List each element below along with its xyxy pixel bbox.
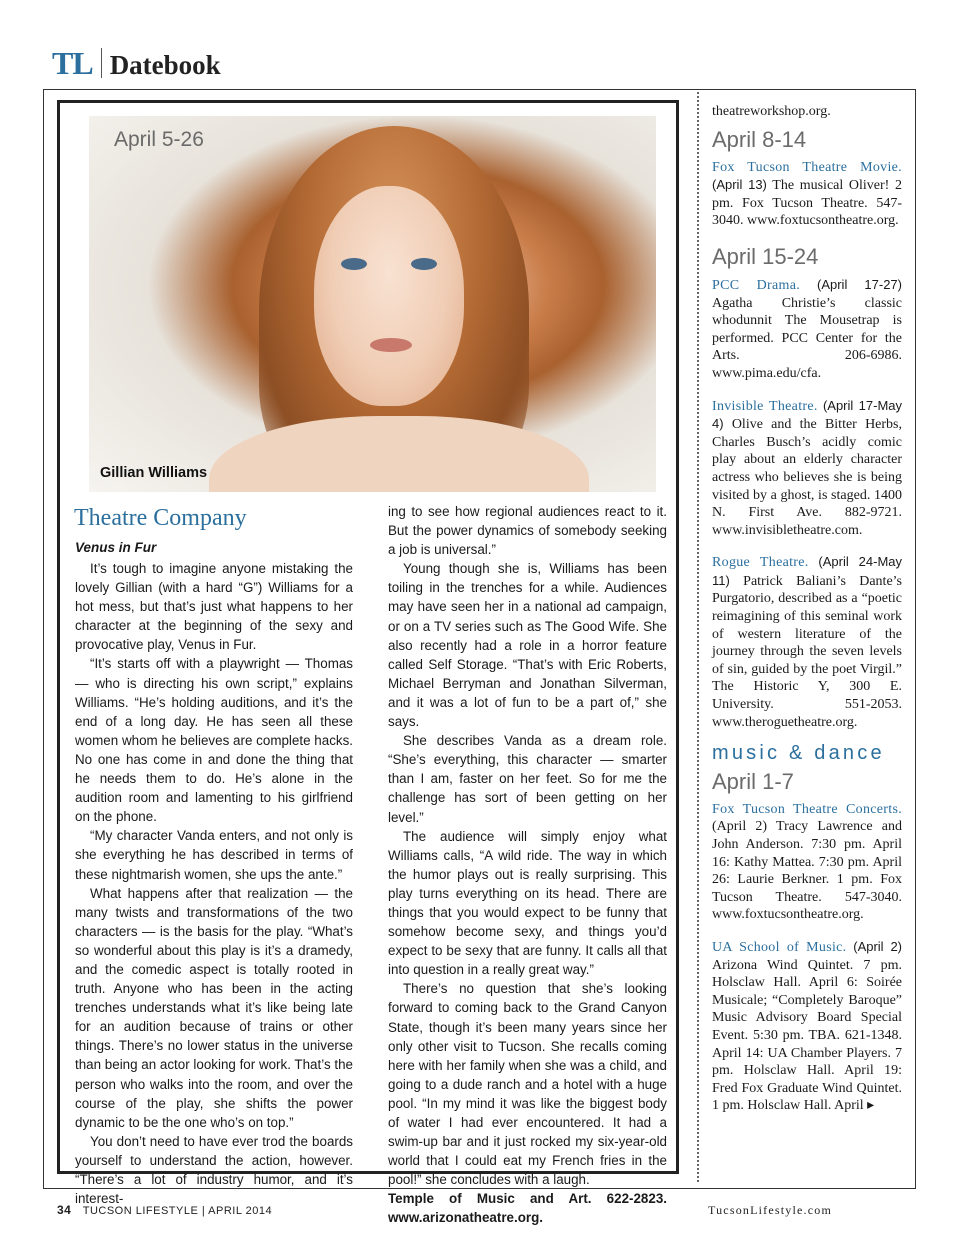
listing-entry — [712, 938, 902, 1115]
tl-logo: TL — [52, 45, 93, 81]
venue-name: Fox Tucson Theatre Movie. — [712, 159, 902, 175]
article-paragraph: She describes Vanda as a dream role. “She’s everything, this character — smarter than I am, faster on her feet. So for me the challenge has sort of been getting on her level.” — [388, 733, 667, 825]
footer-separator: | — [201, 1205, 209, 1217]
venue-contact: Temple of Music and Art. 622-2823. www.arizonatheatre.org. — [388, 1191, 667, 1226]
portrait-photo — [89, 116, 656, 492]
date-heading: April 15-24 — [712, 243, 819, 269]
listing-dates: (April 24-May 11) — [712, 554, 903, 588]
article-column-left — [75, 559, 353, 1208]
listing-entry — [712, 397, 902, 540]
date-heading: April 1-7 — [712, 768, 794, 794]
venue-name: Invisible Theatre. — [712, 398, 818, 414]
venue-name: Rogue Theatre. — [712, 555, 809, 571]
article-paragraph: What happens after that realization — the many twists and transformations of the two characters — is the basis for the play. “What’s so wonderful about this play is it’s a dramedy, and the comedic aspect is totally rooted in truth. Anyone who has been in the acting trenches understands what it’s like being late for an audition because of trains or other things. There’s no lower status in the universe than being an actor looking for work. That’s the person who walks into the room, and over the course of the play, she shifts the power dynamic to be the one who’s on top.” — [75, 885, 353, 1130]
listing-text: Agatha Christie’s classic whodunnit The Mousetrap is performed. PCC Center for the Arts. 206-6986. www.pima.edu/cfa. — [712, 295, 902, 381]
page-number: 34 — [57, 1203, 72, 1217]
article-column-right — [388, 502, 667, 1228]
listing-text: Olive and the Bitter Herbs, Charles Busch’s acidly comic play about an elderly character actress who believes she is being visited by a ghost, is staged. 1400 N. First Ave. 882-9721. www.invisibletheatre.com. — [712, 417, 903, 538]
section-title: Datebook — [109, 50, 221, 80]
venue-name: PCC Drama. — [712, 277, 801, 293]
listing-dates: (April 13) — [712, 177, 767, 193]
photo-face-shape — [314, 186, 464, 406]
listing-entry — [712, 801, 902, 924]
listing-dates: (April 2) — [853, 938, 902, 954]
sidebar-top-line: theatreworkshop.org. — [712, 104, 831, 119]
listing-entry — [712, 553, 902, 731]
masthead-divider — [101, 48, 102, 78]
column-divider — [697, 92, 699, 1182]
photo-left-eye-shape — [341, 258, 367, 270]
article-paragraph: Young though she is, Williams has been toiling in the trenches for a while. Audiences may have seen her in a national ad campaign, or on a TV series such as The Good Wife. She also recently had a role in a horror feature called Self Storage. “That’s with Eric Roberts, Michael Berryman and Jonathan Silverman, and it was a lot of fun to be a part of,” she says. — [388, 561, 667, 730]
issue-date: APRIL 2014 — [208, 1205, 273, 1217]
article-paragraph: ing to see how regional audiences react to it. But the power dynamics of somebody seeking a job is universal.” — [388, 504, 667, 558]
publication-name: TUCSON LIFESTYLE — [82, 1205, 199, 1217]
article-paragraph: “My character Vanda enters, and not only is she everything he has described in terms of these nightmarish women, she ups the ante.” — [75, 828, 353, 882]
listing-entry — [712, 276, 902, 383]
feature-subhead: Venus in Fur — [75, 540, 157, 555]
music-dance-heading: music & dance — [712, 742, 885, 765]
listing-entry — [712, 159, 902, 230]
article-paragraph: It’s tough to imagine anyone mistaking the lovely Gillian (with a hard “G”) Williams for a hot mess, but that’s just what happens to her character at the beginning of the sexy and provocative play, Venus in Fur. — [75, 561, 353, 653]
feature-heading: Theatre Company — [74, 505, 247, 531]
listing-text: Arizona Wind Quintet. 7 pm. Holsclaw Hall. April 6: Soirée Musicale; “Completely Baroque” Music Advisory Board Special Event. 5:30 pm. TBA. 621-1348. April 14: UA Chamber Players. 7 pm. Holsclaw Hall. April 19: Fred Fox Graduate Wind Quintet. 1 pm. Holsclaw Hall. April ▸ — [712, 957, 902, 1114]
listing-text: The musical Oliver! 2 pm. Fox Tucson Theatre. 547-3040. www.foxtucsontheatre.org. — [712, 178, 902, 229]
listing-dates: (April 17-27) — [817, 276, 902, 292]
date-heading: April 8-14 — [712, 126, 807, 152]
page-footer — [57, 1203, 272, 1217]
article-paragraph: The audience will simply enjoy what Williams calls, “A wild ride. The way in which the humor plays out is really surprising. This play turns everything on its head. There are things that you would expect to be funny that somehow become sexy, and things you’d expect to be sexy that are funny. It calls all that into question in a really great way.” — [388, 828, 667, 978]
footer-website: TucsonLifestyle.com — [708, 1203, 833, 1217]
venue-name: Fox Tucson Theatre Concerts. — [712, 801, 902, 817]
listing-text: Patrick Baliani’s Dante’s Purgatorio, described as a “poetic reimagining of this seminal work of western literature of the journey through the seven levels of sin, guided by the poet Virgil.” The Historic Y, 300 E. University. 551-2053. www.theroguetheatre.org. — [712, 573, 902, 730]
photo-right-eye-shape — [411, 258, 437, 270]
article-paragraph: There’s no question that she’s looking forward to coming back to the Grand Canyon State, though it’s been many years since her only other visit to Tucson. She recalls coming here with her family when she was a child, and going to a dude ranch and a hotel with a huge pool. “In my mind it was like the biggest body of water I had ever encountered. It had a swim-up bar and it just rocked my six-year-old world that I could eat my French fries in the pool!” she concludes with a laugh. — [388, 981, 667, 1188]
photo-caption: Gillian Williams — [100, 465, 208, 481]
photo-date-label: April 5-26 — [114, 128, 204, 151]
listing-text: (April 2) Tracy Lawrence and John Anderson. 7:30 pm. April 16: Kathy Mattea. 7:30 pm. April 26: Laurie Berkner. 1 pm. Fox Tucson Theatre. 547-3040. www.foxtucsontheatre.org. — [712, 819, 902, 923]
article-paragraph: “It’s starts off with a playwright — Thomas — who is directing his own script,” explains Williams. “He’s holding auditions, and it’s the end of a long day. He has seen all these women whom he believes are complete hacks. No one has come in and done the thing that he needs them to do. He’s alone in the audition room and lamenting to his girlfriend on the phone. — [75, 656, 353, 825]
venue-name: UA School of Music. — [712, 939, 847, 955]
masthead — [52, 44, 221, 84]
listing-dates: (April 17-May 4) — [712, 397, 903, 432]
article-paragraph: You don’t need to have ever trod the boards yourself to understand the action, however. “There’s a lot of industry humor, and it’s interest- — [75, 1133, 353, 1207]
photo-lips-shape — [370, 338, 412, 352]
datebook-sidebar — [712, 103, 902, 1129]
